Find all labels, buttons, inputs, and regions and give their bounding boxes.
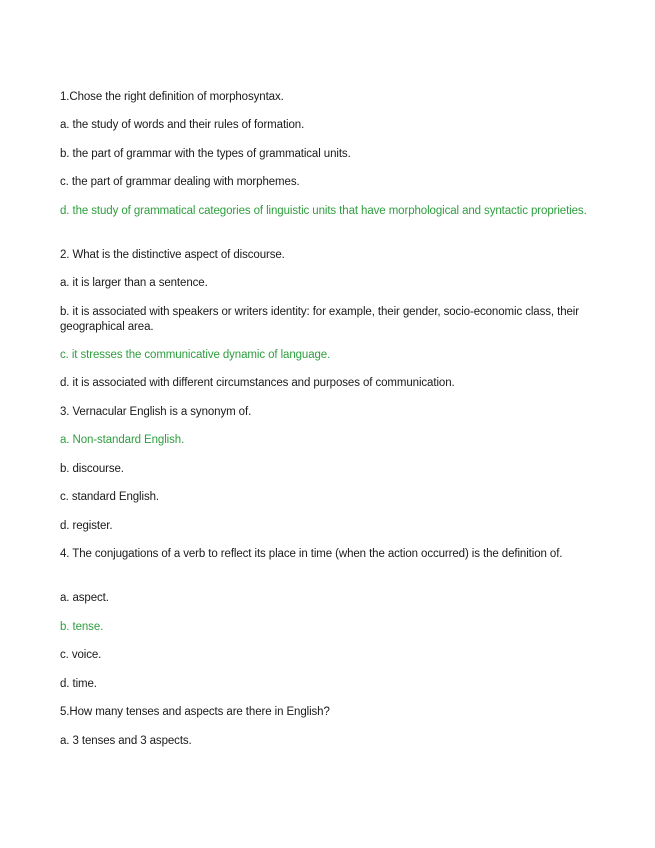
question-4-option-b: b. tense. (60, 621, 104, 633)
question-3-option-c: c. standard English. (60, 491, 160, 503)
question-1-option-c: c. the part of grammar dealing with morphemes. (60, 176, 300, 188)
question-3-option-a: a. Non-standard English. (60, 434, 185, 446)
question-2-option-d: d. it is associated with different circumstances and purposes of communication. (60, 377, 455, 389)
question-4-option-a: a. aspect. (60, 592, 109, 604)
question-1-option-b: b. the part of grammar with the types of grammatical units. (60, 148, 351, 160)
question-4-option-d: d. time. (60, 678, 97, 690)
question-5: 5.How many tenses and aspects are there in English? (60, 706, 330, 718)
question-2-option-a: a. it is larger than a sentence. (60, 277, 208, 289)
question-3-option-b: b. discourse. (60, 463, 124, 475)
question-1-option-a: a. the study of words and their rules of formation. (60, 119, 305, 131)
question-2-option-c: c. it stresses the communicative dynamic of language. (60, 349, 331, 361)
question-3: 3. Vernacular English is a synonym of. (60, 406, 252, 418)
question-1-option-d: d. the study of grammatical categories of linguistic units that have morphological and syntactic proprieties. (60, 205, 587, 217)
question-1: 1.Chose the right definition of morphosyntax. (60, 91, 284, 103)
question-2: 2. What is the distinctive aspect of discourse. (60, 249, 285, 261)
question-5-option-a: a. 3 tenses and 3 aspects. (60, 735, 192, 747)
question-3-option-d: d. register. (60, 520, 113, 532)
question-4-option-c: c. voice. (60, 649, 102, 661)
question-4: 4. The conjugations of a verb to reflect its place in time (when the action occurred) is the definition of. (60, 548, 563, 560)
question-2-option-b: b. it is associated with speakers or writers identity: for example, their gender, socio-economic class, their geographical area. (60, 306, 579, 333)
